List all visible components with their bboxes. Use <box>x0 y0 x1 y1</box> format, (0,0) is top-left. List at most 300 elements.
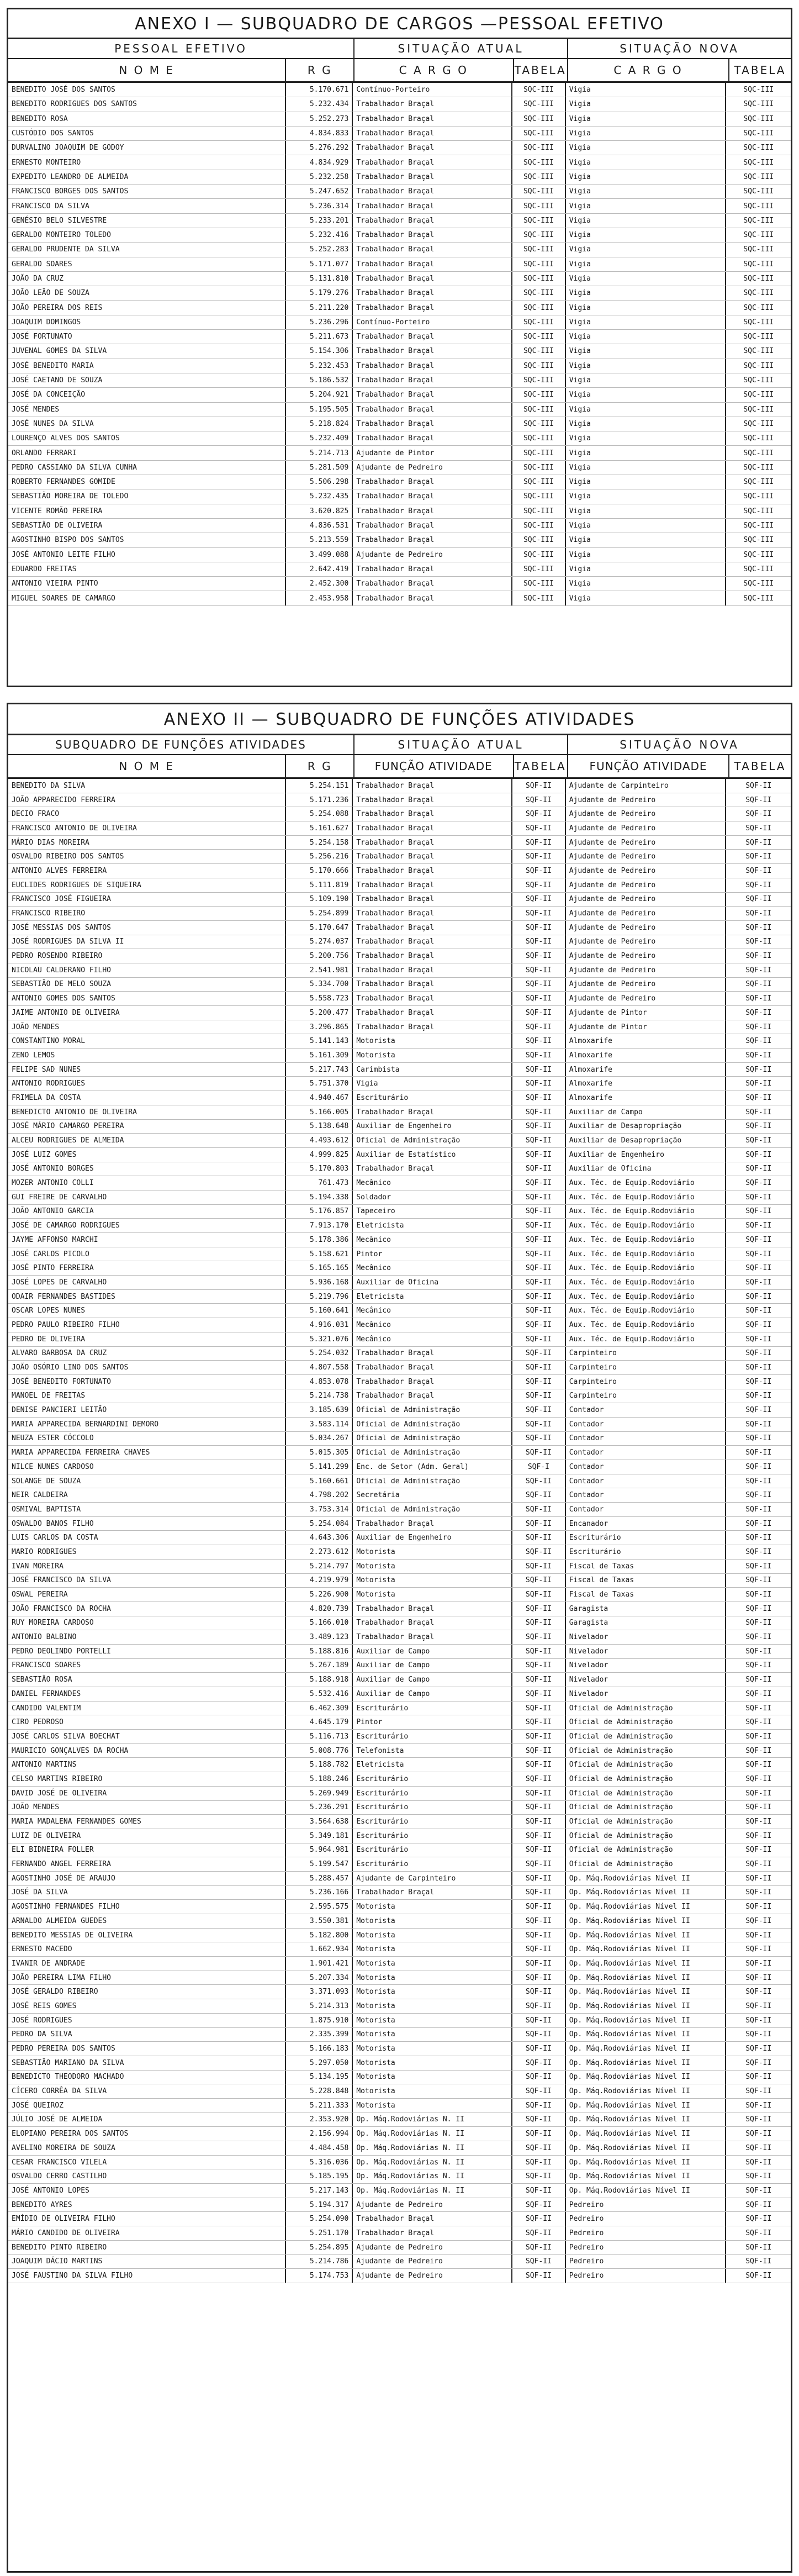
current-table: SQC-III <box>512 388 566 402</box>
table-row <box>8 1020 791 1035</box>
new-table: SQF-II <box>745 1462 772 1471</box>
employee-rg: 5.188.816 <box>286 1645 353 1658</box>
new-position: Carpinteiro <box>566 1375 727 1389</box>
name-column-header: N O M E <box>8 59 286 81</box>
employee-rg: 5.252.283 <box>286 243 353 256</box>
employee-rg: 5.131.810 <box>286 272 353 286</box>
new-position: Ajudante de Pintor <box>566 1006 727 1020</box>
employee-rg: 2.156.994 <box>286 2127 353 2141</box>
employee-rg: 5.236.291 <box>286 1801 353 1815</box>
current-position: Motorista <box>353 1942 512 1956</box>
current-table: SQF-II <box>512 1091 566 1105</box>
new-table: SQF-II <box>745 1860 772 1869</box>
table-row <box>8 1276 791 1290</box>
current-table: SQF-II <box>512 1560 566 1573</box>
current-position: Trabalhador Braçal <box>353 1616 512 1630</box>
employee-rg: 5.015.305 <box>286 1446 353 1460</box>
new-table: SQF-II <box>745 1959 772 1968</box>
new-table: SQF-II <box>745 2073 772 2082</box>
rg-column-header: R G <box>307 760 332 773</box>
employee-rg: 5.174.753 <box>286 2269 353 2283</box>
current-table: SQC-III <box>512 403 566 417</box>
current-position: Auxiliar de Campo <box>353 1673 512 1687</box>
employee-rg: 5.160.661 <box>286 1474 353 1488</box>
employee-name: SEBASTIÃO DE MELO SOUZA <box>8 978 286 992</box>
employee-rg: 5.321.076 <box>286 1332 353 1346</box>
new-table: SQF-II <box>745 796 772 804</box>
tabela-column-header: TABELA <box>514 760 567 773</box>
current-position: Ajudante de Pedreiro <box>353 2198 512 2212</box>
table-row <box>8 1772 791 1787</box>
current-table: SQF-II <box>512 1290 566 1304</box>
employee-name: MÁRIO CANDIDO DE OLIVEIRA <box>8 2226 286 2240</box>
new-table: SQF-II <box>745 2257 772 2266</box>
new-table: SQF-II <box>745 1335 772 1344</box>
employee-name: IVAN MOREIRA <box>8 1560 286 1573</box>
employee-rg: 5.254.895 <box>286 2241 353 2254</box>
employee-name: BENEDITO DA SILVA <box>8 779 286 793</box>
current-table: SQC-III <box>512 489 566 503</box>
table-row <box>8 359 791 373</box>
current-position: Trabalhador Braçal <box>353 1361 512 1374</box>
employee-name: JOSÉ LUIZ GOMES <box>8 1148 286 1162</box>
employee-rg: 3.296.865 <box>286 1020 353 1034</box>
employee-rg: 5.185.195 <box>286 2169 353 2183</box>
current-table: SQC-III <box>512 446 566 460</box>
employee-rg: 2.453.958 <box>286 591 353 605</box>
employee-name: NICOLAU CALDERANO FILHO <box>8 963 286 977</box>
current-position: Trabalhador Braçal <box>353 403 512 417</box>
current-position: Escriturário <box>353 1730 512 1743</box>
new-position: Op. Máq.Rodoviárias Nível II <box>566 2127 727 2141</box>
new-position: Vigia <box>566 446 727 460</box>
table-row <box>8 1715 791 1730</box>
table-row <box>8 2212 791 2226</box>
table-row <box>8 921 791 935</box>
new-position: Vigia <box>566 562 727 576</box>
current-table: SQF-II <box>512 1120 566 1134</box>
current-table: SQF-II <box>512 1276 566 1289</box>
new-position: Aux. Téc. de Equip.Rodoviário <box>566 1233 727 1247</box>
cargo-column-header: C A R G O <box>354 59 514 81</box>
table-row <box>8 2028 791 2042</box>
employee-rg: 5.232.416 <box>286 228 353 242</box>
employee-name: LOURENÇO ALVES DOS SANTOS <box>8 431 286 445</box>
employee-name: SEBASTIÃO MOREIRA DE TOLEDO <box>8 489 286 503</box>
employee-name: JOSÉ ANTONIO LEITE FILHO <box>8 548 286 562</box>
current-position: Escriturário <box>353 1829 512 1843</box>
table-row <box>8 1318 791 1332</box>
new-table: SQF-II <box>745 1307 772 1315</box>
new-position: Vigia <box>566 417 727 431</box>
table-row <box>8 272 791 286</box>
table-row <box>8 170 791 185</box>
current-position: Motorista <box>353 1971 512 1985</box>
employee-name: GERALDO PRUDENTE DA SILVA <box>8 243 286 256</box>
new-table: SQC-III <box>743 565 774 573</box>
current-table: SQF-II <box>512 779 566 793</box>
employee-rg: 4.807.558 <box>286 1361 353 1374</box>
employee-name: ANTONIO GOMES DOS SANTOS <box>8 992 286 1005</box>
new-position: Aux. Téc. de Equip.Rodoviário <box>566 1261 727 1275</box>
table-row <box>8 1574 791 1588</box>
employee-name: MAURICIO GONÇALVES DA ROCHA <box>8 1744 286 1758</box>
new-table: SQC-III <box>743 129 774 138</box>
table-row <box>8 1701 791 1716</box>
current-table: SQF-II <box>512 2184 566 2198</box>
employee-rg: 5.161.627 <box>286 821 353 835</box>
employee-name: JOSÉ ANTONIO LOPES <box>8 2184 286 2198</box>
table-row <box>8 1829 791 1843</box>
table-row <box>8 403 791 417</box>
table-row <box>8 1687 791 1701</box>
employee-rg: 5.170.647 <box>286 921 353 935</box>
new-table: SQF-II <box>745 1491 772 1500</box>
employee-name: CONSTANTINO MORAL <box>8 1034 286 1048</box>
table-row <box>8 83 791 97</box>
employee-name: ELI BIDNEIRA FOLLER <box>8 1843 286 1857</box>
employee-name: JOSÉ DE CAMARGO RODRIGUES <box>8 1219 286 1232</box>
employee-rg: 5.269.949 <box>286 1787 353 1800</box>
new-position: Escriturário <box>566 1545 727 1559</box>
new-position: Vigia <box>566 431 727 445</box>
employee-name: JOSÉ BENEDITO MARIA <box>8 359 286 373</box>
new-position: Ajudante de Pedreiro <box>566 850 727 863</box>
new-position: Vigia <box>566 127 727 140</box>
table-row <box>8 821 791 836</box>
current-position: Carimbista <box>353 1063 512 1077</box>
current-table: SQF-II <box>512 1347 566 1361</box>
employee-name: JOSÉ BENEDITO FORTUNATO <box>8 1375 286 1389</box>
employee-name: MIGUEL SOARES DE CAMARGO <box>8 591 286 605</box>
table-row <box>8 1247 791 1262</box>
current-table: SQF-II <box>512 1914 566 1928</box>
new-table: SQF-II <box>745 1945 772 1954</box>
new-position: Op. Máq.Rodoviárias Nível II <box>566 2084 727 2098</box>
table-row <box>8 1049 791 1063</box>
table-row <box>8 1290 791 1304</box>
current-position: Trabalhador Braçal <box>353 417 512 431</box>
current-position: Op. Máq.Rodoviárias N. II <box>353 2141 512 2155</box>
employee-rg: 3.185.639 <box>286 1403 353 1417</box>
employee-name: DENISE PANCIERI LEITÃO <box>8 1403 286 1417</box>
current-position: Soldador <box>353 1190 512 1204</box>
current-position: Trabalhador Braçal <box>353 2212 512 2226</box>
new-table: SQC-III <box>743 202 774 210</box>
current-position: Motorista <box>353 1999 512 2013</box>
new-table: SQC-III <box>743 347 774 356</box>
new-position: Pedreiro <box>566 2226 727 2240</box>
table-row <box>8 1999 791 2014</box>
new-situation-header <box>568 39 791 81</box>
table-row <box>8 2084 791 2099</box>
new-table: SQF-II <box>745 1846 772 1855</box>
new-table: SQF-II <box>745 980 772 989</box>
new-position: Fiscal de Taxas <box>566 1574 727 1588</box>
new-position: Contador <box>566 1488 727 1502</box>
current-position: Trabalhador Braçal <box>353 963 512 977</box>
table-row <box>8 446 791 460</box>
new-table: SQF-II <box>745 1448 772 1457</box>
employee-rg: 5.349.181 <box>286 1829 353 1843</box>
table-row <box>8 228 791 243</box>
new-table: SQF-II <box>745 1392 772 1400</box>
new-position: Oficial de Administração <box>566 1843 727 1857</box>
table-row <box>8 907 791 921</box>
current-table: SQF-II <box>512 1148 566 1162</box>
current-position: Trabalhador Braçal <box>353 1517 512 1531</box>
current-position: Trabalhador Braçal <box>353 577 512 591</box>
table-row <box>8 214 791 228</box>
new-position: Vigia <box>566 301 727 314</box>
employee-name: JOÃO FRANCISCO DA ROCHA <box>8 1602 286 1616</box>
current-position: Motorista <box>353 2056 512 2070</box>
employee-name: JOSÉ PINTO FERREIRA <box>8 1261 286 1275</box>
current-position: Trabalhador Braçal <box>353 475 512 489</box>
current-table: SQF-II <box>512 1630 566 1644</box>
employee-rg: 5.207.334 <box>286 1971 353 1985</box>
current-position: Motorista <box>353 1914 512 1928</box>
new-table: SQF-II <box>745 1803 772 1812</box>
table-row <box>8 1361 791 1375</box>
annex-2-table <box>7 703 792 2573</box>
new-position: Vigia <box>566 344 727 358</box>
employee-name: JOSÉ DA CONCEIÇÃO <box>8 388 286 402</box>
current-table: SQC-III <box>512 243 566 256</box>
employee-rg: 5.204.921 <box>286 388 353 402</box>
employee-name: IVANIR DE ANDRADE <box>8 1957 286 1971</box>
table-row <box>8 1460 791 1474</box>
new-position: Auxiliar de Desapropriação <box>566 1120 727 1134</box>
current-table: SQC-III <box>512 112 566 126</box>
current-table: SQF-II <box>512 836 566 850</box>
current-table: SQF-II <box>512 1077 566 1091</box>
annex-2-rows <box>8 779 791 2283</box>
new-table: SQC-III <box>743 361 774 370</box>
new-table: SQF-II <box>745 1023 772 1031</box>
new-table: SQF-II <box>745 923 772 932</box>
new-table: SQF-II <box>745 1831 772 1840</box>
employee-rg: 5.195.505 <box>286 403 353 417</box>
new-position: Aux. Téc. de Equip.Rodoviário <box>566 1219 727 1232</box>
employee-name: FRANCISCO SOARES <box>8 1659 286 1673</box>
table-row <box>8 779 791 793</box>
employee-name: SOLANGE DE SOUZA <box>8 1474 286 1488</box>
new-table: SQF-II <box>745 2087 772 2096</box>
current-table: SQF-II <box>512 1488 566 1502</box>
employee-rg: 2.541.981 <box>286 963 353 977</box>
current-position: Motorista <box>353 1560 512 1573</box>
employee-name: AGOSTINHO FERNANDES FILHO <box>8 1900 286 1914</box>
employee-rg: 5.252.273 <box>286 112 353 126</box>
employee-name: FRANCISCO BORGES DOS SANTOS <box>8 185 286 198</box>
current-position: Trabalhador Braçal <box>353 431 512 445</box>
current-position: Motorista <box>353 1957 512 1971</box>
current-position: Op. Máq.Rodoviárias N. II <box>353 2169 512 2183</box>
current-position: Trabalhador Braçal <box>353 821 512 835</box>
employee-name: EUCLIDES RODRIGUES DE SIQUEIRA <box>8 878 286 892</box>
table-row <box>8 330 791 344</box>
current-position: Escriturário <box>353 1091 512 1105</box>
new-position: Pedreiro <box>566 2198 727 2212</box>
new-position: Pedreiro <box>566 2255 727 2269</box>
employee-rg: 5.188.782 <box>286 1758 353 1772</box>
employee-name: JOSÉ REIS GOMES <box>8 1999 286 2013</box>
current-table: SQF-I <box>512 1460 566 1474</box>
new-table: SQF-II <box>745 1406 772 1415</box>
current-table: SQC-III <box>512 359 566 373</box>
employee-name: JOSÉ RODRIGUES DA SILVA II <box>8 935 286 949</box>
table-row <box>8 1801 791 1815</box>
new-position: Vigia <box>566 112 727 126</box>
table-row <box>8 978 791 992</box>
new-position: Vigia <box>566 83 727 97</box>
table-row <box>8 562 791 577</box>
current-position: Contínuo-Porteiro <box>353 315 512 329</box>
annex-2-title: ANEXO II — SUBQUADRO DE FUNÇÕES ATIVIDADES <box>8 704 791 735</box>
current-table: SQF-II <box>512 1006 566 1020</box>
employee-name: JAYME AFFONSO MARCHI <box>8 1233 286 1247</box>
current-position: Trabalhador Braçal <box>353 97 512 111</box>
employee-name: JOÃO MENDES <box>8 1020 286 1034</box>
current-table: SQF-II <box>512 949 566 963</box>
current-table: SQF-II <box>512 1205 566 1219</box>
new-position: Op. Máq.Rodoviárias Nível II <box>566 1971 727 1985</box>
table-row <box>8 2241 791 2255</box>
current-position: Pintor <box>353 1247 512 1261</box>
new-position: Vigia <box>566 519 727 533</box>
new-table: SQF-II <box>745 1903 772 1911</box>
employee-name: GERALDO MONTEIRO TOLEDO <box>8 228 286 242</box>
current-position: Mecânico <box>353 1332 512 1346</box>
current-table: SQC-III <box>512 228 566 242</box>
new-position: Vigia <box>566 97 727 111</box>
new-table: SQF-II <box>745 1136 772 1145</box>
table-row <box>8 301 791 315</box>
new-table: SQF-II <box>745 781 772 790</box>
current-table: SQC-III <box>512 548 566 562</box>
current-table: SQF-II <box>512 2212 566 2226</box>
employee-name: NEUZA ESTER CÓCCOLO <box>8 1432 286 1446</box>
current-position: Ajudante de Pintor <box>353 446 512 460</box>
employee-name: CIRO PEDROSO <box>8 1715 286 1729</box>
employee-rg: 5.171.077 <box>286 257 353 271</box>
new-table: SQC-III <box>743 434 774 443</box>
new-table: SQF-II <box>745 1931 772 1940</box>
new-table: SQF-II <box>745 1434 772 1443</box>
employee-rg: 5.281.509 <box>286 461 353 475</box>
new-table: SQF-II <box>745 2130 772 2138</box>
employee-name: DANIEL FERNANDES <box>8 1687 286 1701</box>
new-table: SQF-II <box>745 1221 772 1230</box>
current-table: SQF-II <box>512 1162 566 1176</box>
new-position: Auxiliar de Engenheiro <box>566 1148 727 1162</box>
new-position: Op. Máq.Rodoviárias Nível II <box>566 2099 727 2113</box>
new-position: Ajudante de Pedreiro <box>566 807 727 821</box>
current-table: SQF-II <box>512 1971 566 1985</box>
new-position: Vigia <box>566 315 727 329</box>
new-position: Oficial de Administração <box>566 1857 727 1871</box>
current-table: SQF-II <box>512 2084 566 2098</box>
employee-rg: 5.226.900 <box>286 1588 353 1602</box>
personal-group-label: PESSOAL EFETIVO <box>8 39 353 59</box>
new-position: Aux. Téc. de Equip.Rodoviário <box>566 1290 727 1304</box>
employee-name: ERNESTO MONTEIRO <box>8 155 286 169</box>
table-row <box>8 2269 791 2283</box>
current-table: SQF-II <box>512 1673 566 1687</box>
employee-rg: 3.583.114 <box>286 1418 353 1431</box>
new-table: SQC-III <box>743 376 774 385</box>
current-position: Trabalhador Braçal <box>353 935 512 949</box>
new-table: SQF-II <box>745 881 772 889</box>
new-position: Vigia <box>566 155 727 169</box>
employee-rg: 5.179.276 <box>286 286 353 300</box>
new-position: Op. Máq.Rodoviárias Nível II <box>566 2071 727 2084</box>
new-position: Aux. Téc. de Equip.Rodoviário <box>566 1318 727 1332</box>
current-position: Trabalhador Braçal <box>353 519 512 533</box>
employee-rg: 5.254.158 <box>286 836 353 850</box>
current-position: Trabalhador Braçal <box>353 949 512 963</box>
employee-name: MANOEL DE FREITAS <box>8 1389 286 1403</box>
table-row <box>8 1148 791 1162</box>
employee-name: PEDRO ROSENDO RIBEIRO <box>8 949 286 963</box>
employee-name: BENEDITO AYRES <box>8 2198 286 2212</box>
new-situation-label: SITUAÇÃO NOVA <box>568 39 791 59</box>
new-position: Op. Máq.Rodoviárias Nível II <box>566 1999 727 2013</box>
table-row <box>8 2071 791 2085</box>
table-row <box>8 2099 791 2113</box>
employee-rg: 1.662.934 <box>286 1942 353 1956</box>
current-position: Escriturário <box>353 1857 512 1871</box>
current-position: Mecânico <box>353 1233 512 1247</box>
table-row <box>8 1560 791 1574</box>
current-table: SQF-II <box>512 1261 566 1275</box>
employee-name: BENEDITO JOSÉ DOS SANTOS <box>8 83 286 97</box>
new-position: Carpinteiro <box>566 1389 727 1403</box>
current-table: SQF-II <box>512 1517 566 1531</box>
employee-rg: 4.645.179 <box>286 1715 353 1729</box>
new-table: SQC-III <box>743 492 774 501</box>
new-table: SQF-II <box>745 1505 772 1514</box>
new-position: Vigia <box>566 330 727 344</box>
new-table: SQF-II <box>745 1108 772 1116</box>
current-table: SQF-II <box>512 1942 566 1956</box>
current-position: Op. Máq.Rodoviárias N. II <box>353 2113 512 2127</box>
employee-rg: 5.217.143 <box>286 2184 353 2198</box>
employee-name: PEDRO PAULO RIBEIRO FILHO <box>8 1318 286 1332</box>
new-table: SQF-II <box>745 2143 772 2152</box>
current-table: SQF-II <box>512 1545 566 1559</box>
current-position: Auxiliar de Campo <box>353 1687 512 1701</box>
employee-rg: 5.218.824 <box>286 417 353 431</box>
employee-rg: 5.141.143 <box>286 1034 353 1048</box>
employee-rg: 5.194.338 <box>286 1190 353 1204</box>
current-table: SQF-II <box>512 1843 566 1857</box>
employee-rg: 5.154.306 <box>286 344 353 358</box>
current-position: Trabalhador Braçal <box>353 1347 512 1361</box>
employee-name: PEDRO CASSIANO DA SILVA CUNHA <box>8 461 286 475</box>
new-position: Op. Máq.Rodoviárias Nível II <box>566 1929 727 1942</box>
table-row <box>8 577 791 591</box>
current-position: Trabalhador Braçal <box>353 836 512 850</box>
current-position: Trabalhador Braçal <box>353 779 512 793</box>
new-table: SQF-II <box>745 810 772 819</box>
employee-name: JOSÉ NUNES DA SILVA <box>8 417 286 431</box>
employee-name: JAIME ANTONIO DE OLIVEIRA <box>8 1006 286 1020</box>
current-position: Trabalhador Braçal <box>353 141 512 155</box>
employee-rg: 4.836.531 <box>286 519 353 533</box>
new-table: SQF-II <box>745 952 772 961</box>
